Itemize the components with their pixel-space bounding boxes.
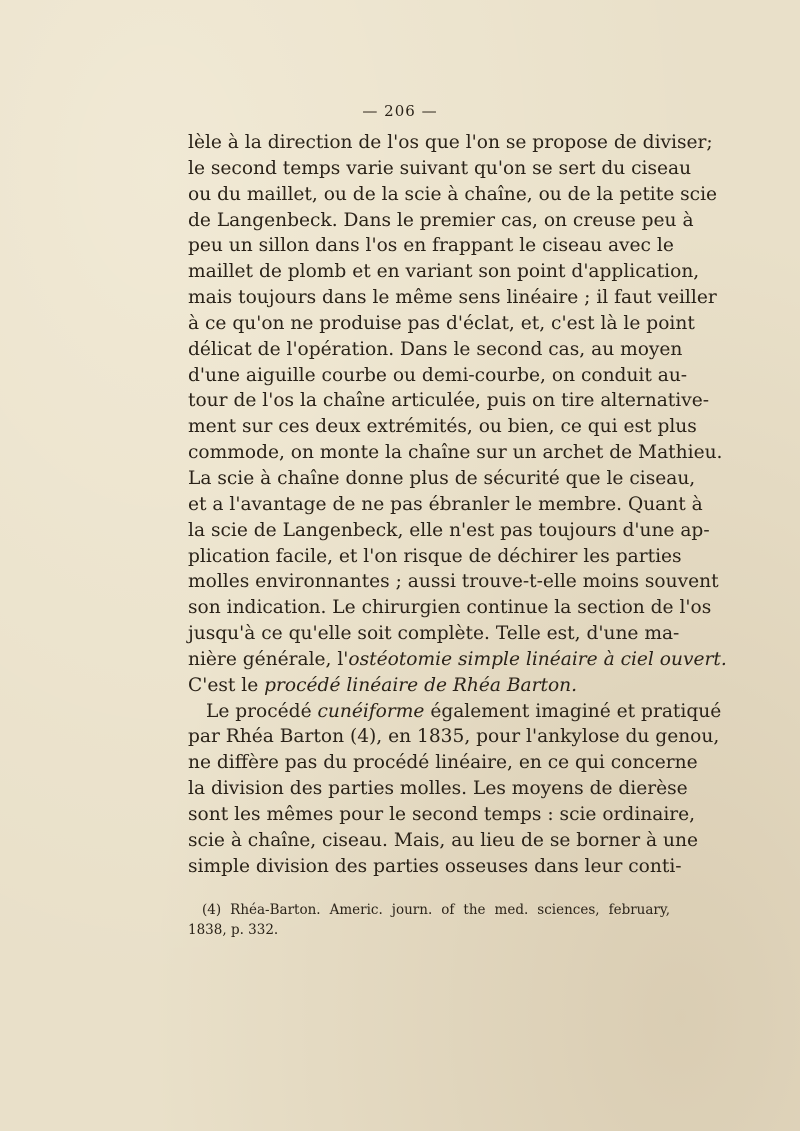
- footnote-line: 1838, p. 332.: [188, 922, 279, 938]
- text-line: ne diffère pas du procédé linéaire, en ce qui concerne: [188, 752, 698, 774]
- text-line: peu un sillon dans l'os en frappant le ciseau avec le: [188, 235, 674, 257]
- text-line: lèle à la direction de l'os que l'on se propose de diviser;: [188, 132, 713, 153]
- footnote: [188, 900, 670, 940]
- text-line: la division des parties molles. Les moyens de dierèse: [188, 778, 688, 800]
- text-line: commode, on monte la chaîne sur un archet de Mathieu.: [188, 442, 723, 464]
- body-text: [188, 130, 727, 879]
- text-line: ment sur ces deux extrémités, ou bien, ce qui est plus: [188, 416, 697, 438]
- text-line: [188, 699, 722, 725]
- text-line: d'une aiguille courbe ou demi-courbe, on conduit au-: [188, 364, 688, 386]
- text-line: de Langenbeck. Dans le premier cas, on creuse peu à: [188, 209, 694, 231]
- text-line: sont les mêmes pour le second temps : scie ordinaire,: [188, 803, 696, 825]
- text-line: [188, 673, 670, 699]
- text-line: la scie de Langenbeck, elle n'est pas toujours d'une ap-: [188, 519, 710, 541]
- text-line: délicat de l'opération. Dans le second cas, au moyen: [188, 338, 683, 360]
- italic-term: procédé linéaire de Rhéa Barton.: [264, 674, 578, 696]
- text-segment: C'est le: [188, 674, 265, 696]
- text-line: ou du maillet, ou de la scie à chaîne, ou de la petite scie: [188, 183, 718, 205]
- text-segment: nière générale, l': [188, 648, 349, 670]
- text-segment: également imaginé et pratiqué: [424, 700, 722, 722]
- text-line: plication facile, et l'on risque de déchirer les parties: [188, 545, 682, 567]
- text-line: son indication. Le chirurgien continue la section de l'os: [188, 597, 712, 619]
- text-line: le second temps varie suivant qu'on se sert du ciseau: [188, 157, 692, 179]
- text-line: La scie à chaîne donne plus de sécurité que le ciseau,: [188, 467, 696, 489]
- text-line: tour de l'os la chaîne articulée, puis on tire alternative-: [188, 390, 710, 412]
- page-number: — 206 —: [362, 102, 438, 120]
- text-line: et a l'avantage de ne pas ébranler le membre. Quant à: [188, 493, 703, 515]
- text-line: molles environnantes ; aussi trouve-t-elle moins souvent: [188, 571, 719, 593]
- italic-term: cunéiforme: [317, 700, 425, 722]
- text-line: scie à chaîne, ciseau. Mais, au lieu de se borner à une: [188, 829, 698, 851]
- italic-term: ostéotomie simple linéaire à ciel ouvert.: [348, 648, 727, 670]
- text-line: mais toujours dans le même sens linéaire ; il faut veiller: [188, 287, 717, 309]
- footnote-line: (4) Rhéa-Barton. Americ. journ. of the med. sciences, february,: [202, 902, 670, 918]
- text-line: à ce qu'on ne produise pas d'éclat, et, c'est là le point: [188, 312, 695, 334]
- text-segment: Le procédé: [206, 700, 318, 722]
- text-line: par Rhéa Barton (4), en 1835, pour l'ankylose du genou,: [188, 726, 720, 748]
- text-line: maillet de plomb et en variant son point d'application,: [188, 261, 700, 283]
- text-line: simple division des parties osseuses dans leur conti-: [188, 855, 682, 877]
- text-line: jusqu'à ce qu'elle soit complète. Telle est, d'une ma-: [188, 623, 680, 645]
- text-line: [188, 647, 727, 673]
